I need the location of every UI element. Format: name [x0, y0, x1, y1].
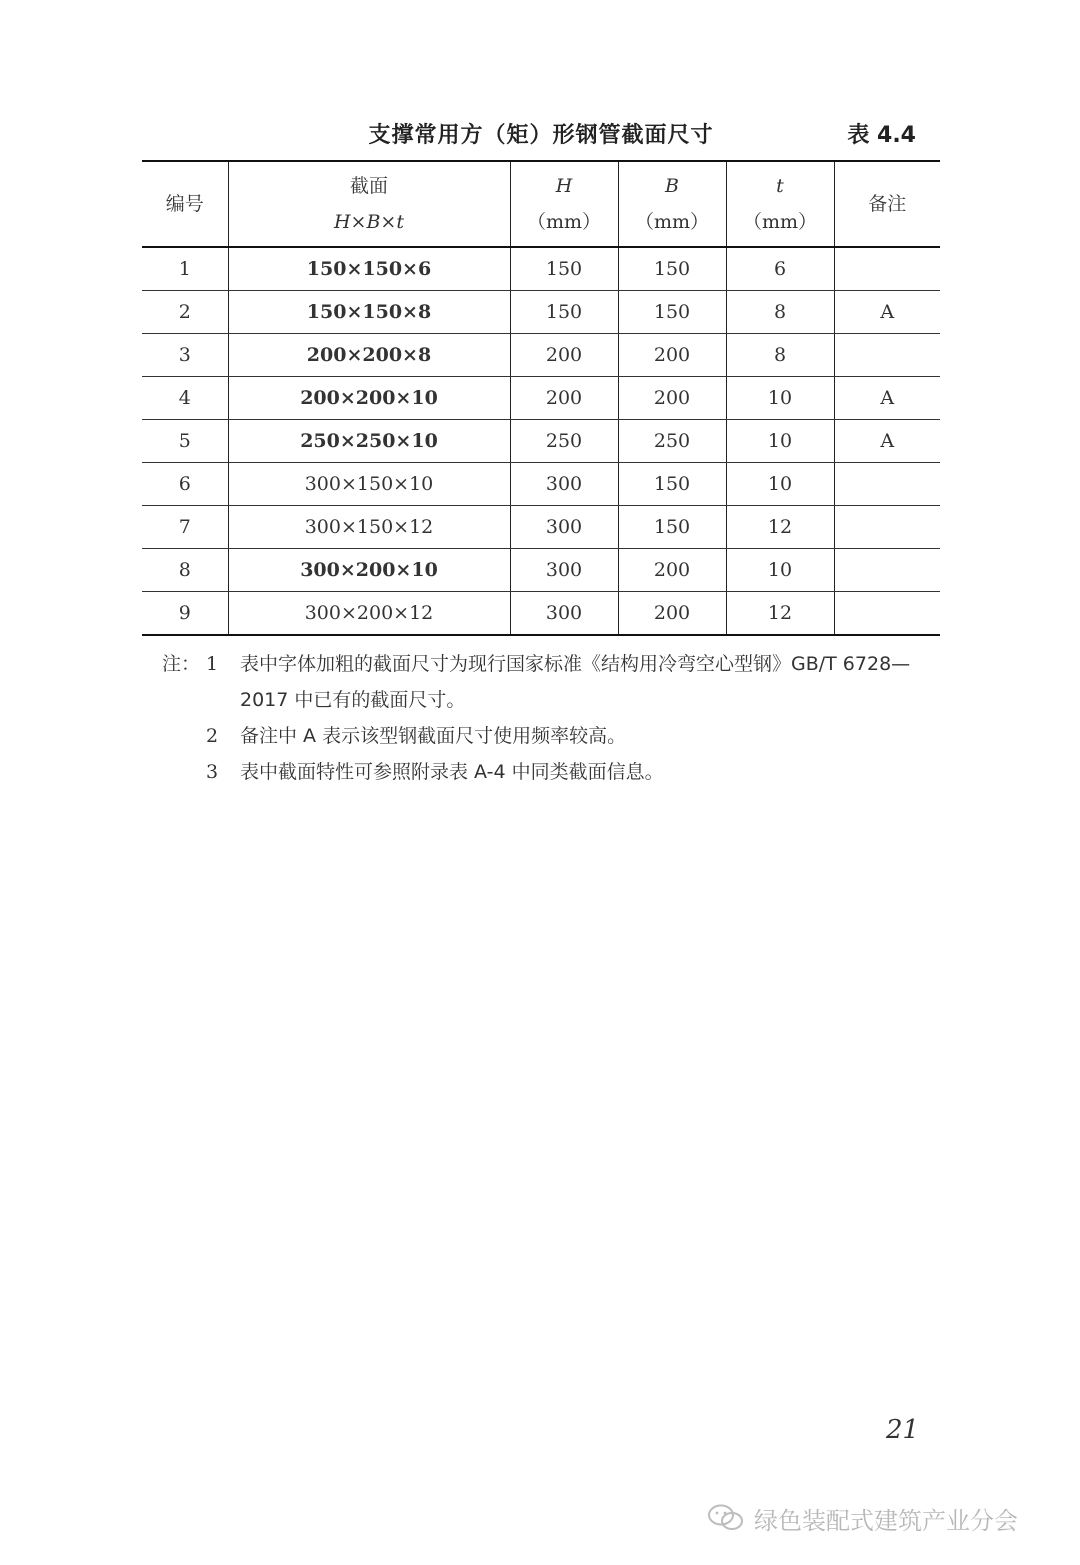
- note-text: 备注中 A 表示该型钢截面尺寸使用频率较高。: [240, 725, 627, 747]
- page-number: 21: [886, 1415, 920, 1445]
- header-b: [618, 161, 726, 247]
- table-row: [142, 463, 940, 506]
- header-section-label: 截面: [349, 175, 388, 197]
- cell-h: 150: [510, 247, 618, 291]
- cell-section: 150×150×8: [228, 291, 510, 334]
- cell-section: 300×200×12: [228, 592, 510, 636]
- cell-section: 300×200×10: [228, 549, 510, 592]
- cell-b: 150: [618, 291, 726, 334]
- cell-id: 9: [142, 592, 228, 636]
- cell-h: 300: [510, 549, 618, 592]
- cell-id: 2: [142, 291, 228, 334]
- cell-id: 8: [142, 549, 228, 592]
- cell-remark: [834, 334, 940, 377]
- cell-section: 300×150×10: [228, 463, 510, 506]
- watermark-text: 绿色装配式建筑产业分会: [754, 1506, 1018, 1535]
- table-row: [142, 377, 940, 420]
- header-b-unit: （mm）: [634, 211, 710, 233]
- cell-remark: [834, 592, 940, 636]
- cell-h: 300: [510, 506, 618, 549]
- note-text: 表中字体加粗的截面尺寸为现行国家标准《结构用冷弯空心型钢》GB/T 6728—2017 中已有的截面尺寸。: [240, 653, 911, 711]
- cell-t: 8: [726, 291, 834, 334]
- table-header-row: [142, 161, 940, 247]
- table-body: [142, 247, 940, 635]
- cell-t: 10: [726, 549, 834, 592]
- cell-t: 10: [726, 463, 834, 506]
- cell-h: 200: [510, 334, 618, 377]
- header-remark: 备注: [834, 161, 940, 247]
- table-row: [142, 247, 940, 291]
- cell-section: 200×200×10: [228, 377, 510, 420]
- note-item: [162, 646, 952, 718]
- cell-id: 1: [142, 247, 228, 291]
- notes-section: [162, 646, 952, 790]
- header-b-symbol: B: [665, 175, 679, 197]
- watermark: [706, 1500, 1018, 1536]
- cell-section: 200×200×8: [228, 334, 510, 377]
- cell-id: 7: [142, 506, 228, 549]
- cell-t: 6: [726, 247, 834, 291]
- table-row: [142, 592, 940, 636]
- cell-id: 3: [142, 334, 228, 377]
- cell-id: 4: [142, 377, 228, 420]
- cell-h: 300: [510, 592, 618, 636]
- wechat-icon: [706, 1502, 746, 1534]
- table-title: 支撑常用方（矩）形钢管截面尺寸: [368, 123, 714, 148]
- section-table: [142, 160, 940, 636]
- table-row: [142, 420, 940, 463]
- note-text: 表中截面特性可参照附录表 A-4 中同类截面信息。: [240, 761, 664, 783]
- cell-h: 200: [510, 377, 618, 420]
- cell-remark: [834, 247, 940, 291]
- cell-b: 200: [618, 592, 726, 636]
- header-section-formula: H×B×t: [333, 211, 404, 233]
- header-h: [510, 161, 618, 247]
- notes-label: 注：: [162, 653, 201, 675]
- cell-remark: [834, 506, 940, 549]
- cell-remark: [834, 549, 940, 592]
- cell-section: 250×250×10: [228, 420, 510, 463]
- note-number: 2: [206, 725, 219, 747]
- note-number: 1: [206, 653, 219, 675]
- cell-b: 200: [618, 334, 726, 377]
- header-t-unit: （mm）: [742, 211, 818, 233]
- header-h-unit: （mm）: [526, 211, 602, 233]
- cell-t: 12: [726, 592, 834, 636]
- header-t-symbol: t: [776, 175, 784, 197]
- header-t: [726, 161, 834, 247]
- note-item: [162, 718, 952, 754]
- cell-t: 12: [726, 506, 834, 549]
- cell-id: 5: [142, 420, 228, 463]
- cell-b: 200: [618, 377, 726, 420]
- cell-b: 200: [618, 549, 726, 592]
- table-row: [142, 291, 940, 334]
- table-title-bar: [142, 118, 940, 154]
- cell-t: 8: [726, 334, 834, 377]
- cell-b: 150: [618, 247, 726, 291]
- cell-section: 300×150×12: [228, 506, 510, 549]
- table-row: [142, 334, 940, 377]
- note-number: 3: [206, 761, 219, 783]
- cell-t: 10: [726, 377, 834, 420]
- cell-h: 250: [510, 420, 618, 463]
- cell-b: 150: [618, 506, 726, 549]
- cell-h: 300: [510, 463, 618, 506]
- cell-remark: [834, 463, 940, 506]
- cell-h: 150: [510, 291, 618, 334]
- table-row: [142, 549, 940, 592]
- note-item: [162, 754, 952, 790]
- header-h-symbol: H: [555, 175, 573, 197]
- cell-remark: A: [834, 377, 940, 420]
- cell-remark: A: [834, 420, 940, 463]
- cell-section: 150×150×6: [228, 247, 510, 291]
- cell-id: 6: [142, 463, 228, 506]
- cell-b: 250: [618, 420, 726, 463]
- header-id: 编号: [142, 161, 228, 247]
- cell-b: 150: [618, 463, 726, 506]
- cell-remark: A: [834, 291, 940, 334]
- table-row: [142, 506, 940, 549]
- header-section: [228, 161, 510, 247]
- table-number: 表 4.4: [847, 123, 916, 148]
- cell-t: 10: [726, 420, 834, 463]
